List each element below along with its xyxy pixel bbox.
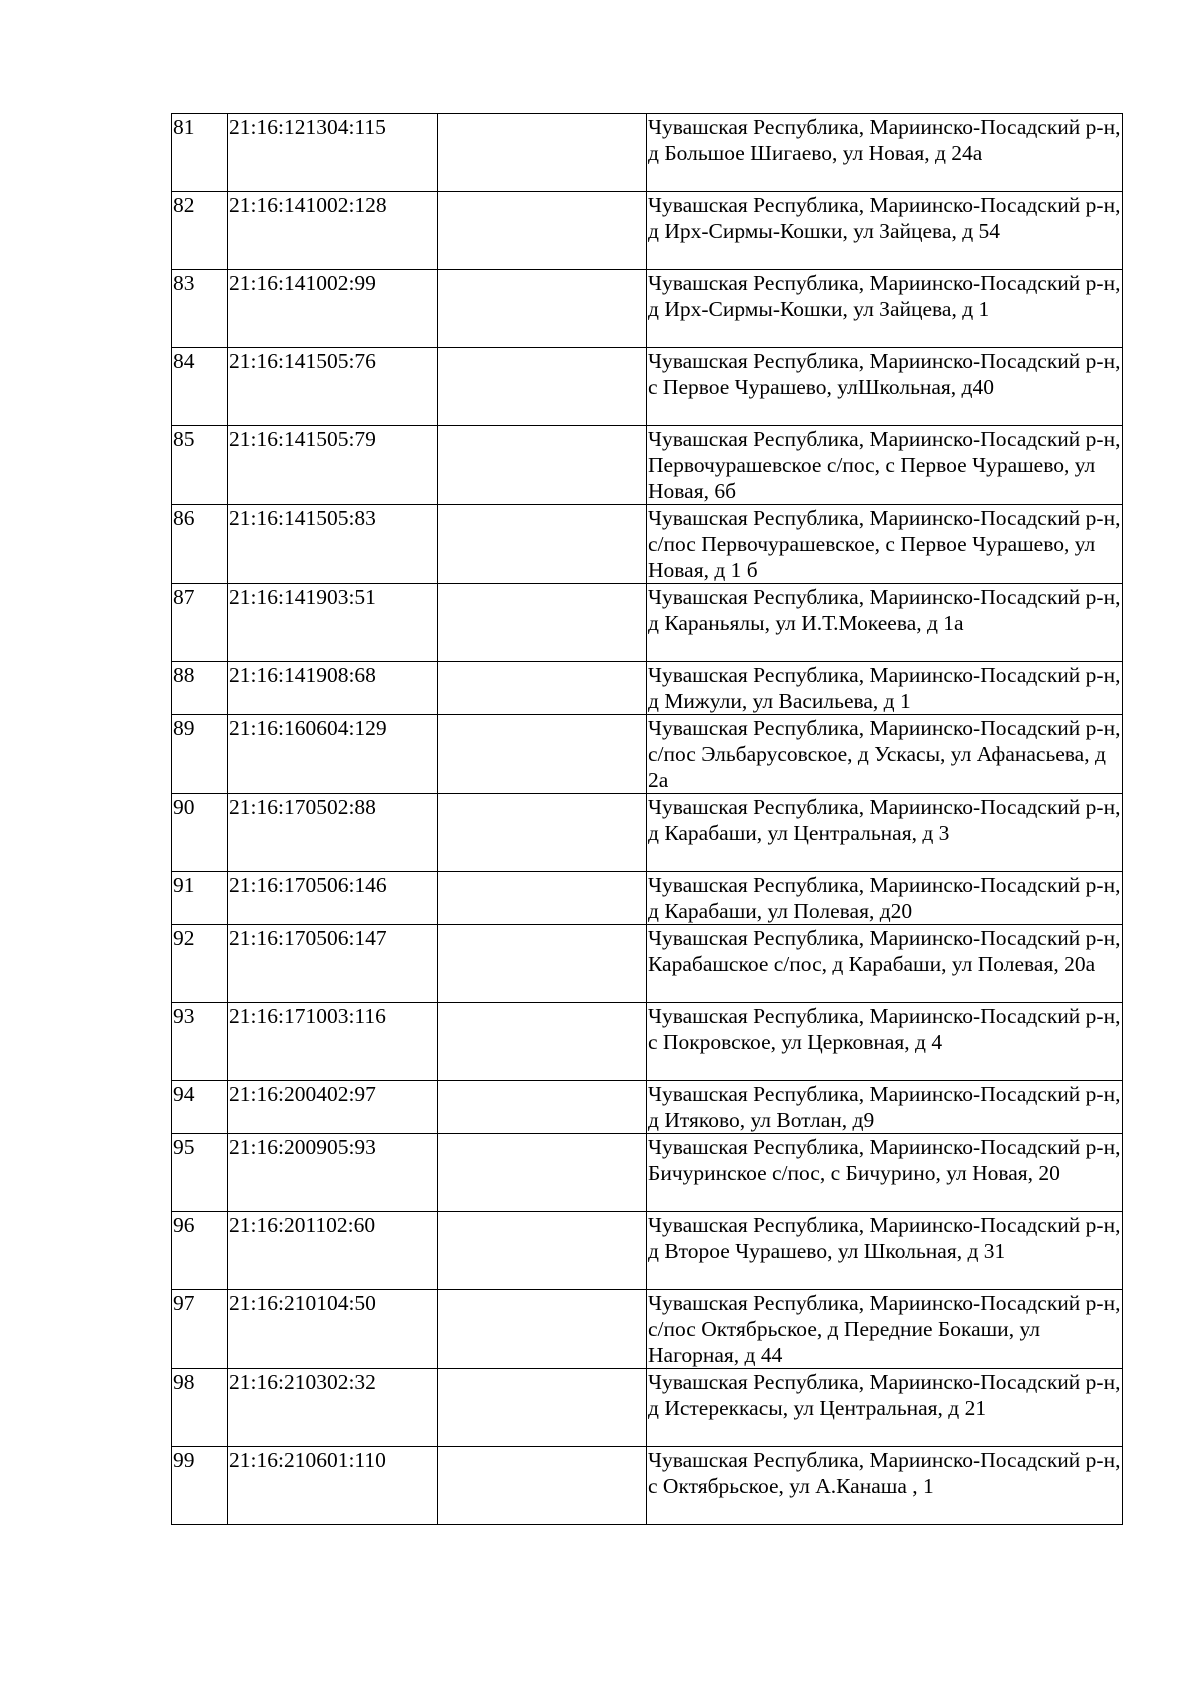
empty-cell (438, 192, 647, 270)
empty-cell (438, 662, 647, 715)
row-number: 93 (172, 1003, 228, 1081)
cadastral-number: 21:16:160604:129 (228, 715, 438, 794)
empty-cell (438, 1369, 647, 1447)
cadastral-number: 21:16:141002:99 (228, 270, 438, 348)
row-number: 87 (172, 584, 228, 662)
table-row (172, 872, 1123, 925)
row-number: 81 (172, 114, 228, 192)
address: Чувашская Республика, Мариинско-Посадский р-н, д Карабаши, ул Полевая, д20 (647, 872, 1123, 925)
empty-cell (438, 715, 647, 794)
table-row (172, 1134, 1123, 1212)
table-row (172, 1212, 1123, 1290)
empty-cell (438, 872, 647, 925)
row-number: 88 (172, 662, 228, 715)
address: Чувашская Республика, Мариинско-Посадский р-н, д Ирх-Сирмы-Кошки, ул Зайцева, д 1 (647, 270, 1123, 348)
table-row (172, 662, 1123, 715)
cadastral-number: 21:16:141505:83 (228, 505, 438, 584)
address: Чувашская Республика, Мариинско-Посадский р-н, Карабашское с/пос, д Карабаши, ул Полевая, 20а (647, 925, 1123, 1003)
row-number: 82 (172, 192, 228, 270)
row-number: 83 (172, 270, 228, 348)
table-row (172, 1290, 1123, 1369)
cadastral-number: 21:16:141505:76 (228, 348, 438, 426)
cadastral-number: 21:16:141002:128 (228, 192, 438, 270)
cadastral-number: 21:16:200905:93 (228, 1134, 438, 1212)
table-row (172, 114, 1123, 192)
table-row (172, 270, 1123, 348)
row-number: 98 (172, 1369, 228, 1447)
address: Чувашская Республика, Мариинско-Посадский р-н, с/пос Первочурашевское, с Первое Чурашево, ул Новая, д 1 б (647, 505, 1123, 584)
address: Чувашская Республика, Мариинско-Посадский р-н, с Октябрьское, ул А.Канаша , 1 (647, 1447, 1123, 1525)
table-row (172, 584, 1123, 662)
cadastral-number: 21:16:141903:51 (228, 584, 438, 662)
table-row (172, 925, 1123, 1003)
table-body (172, 114, 1123, 1525)
address: Чувашская Республика, Мариинско-Посадский р-н, с Первое Чурашево, улШкольная, д40 (647, 348, 1123, 426)
cadastral-number: 21:16:170506:146 (228, 872, 438, 925)
address: Чувашская Республика, Мариинско-Посадский р-н, Первочурашевское с/пос, с Первое Чурашево, ул Новая, 6б (647, 426, 1123, 505)
table-row (172, 192, 1123, 270)
row-number: 97 (172, 1290, 228, 1369)
cadastral-number: 21:16:210601:110 (228, 1447, 438, 1525)
cadastral-number: 21:16:170502:88 (228, 794, 438, 872)
table-row (172, 1447, 1123, 1525)
address: Чувашская Республика, Мариинско-Посадский р-н, д Итяково, ул Вотлан, д9 (647, 1081, 1123, 1134)
empty-cell (438, 348, 647, 426)
address: Чувашская Республика, Мариинско-Посадский р-н, с/пос Октябрьское, д Передние Бокаши, ул Нагорная, д 44 (647, 1290, 1123, 1369)
row-number: 92 (172, 925, 228, 1003)
empty-cell (438, 925, 647, 1003)
address: Чувашская Республика, Мариинско-Посадский р-н, Бичуринское с/пос, с Бичурино, ул Новая, 20 (647, 1134, 1123, 1212)
empty-cell (438, 270, 647, 348)
row-number: 96 (172, 1212, 228, 1290)
cadastral-number: 21:16:200402:97 (228, 1081, 438, 1134)
address: Чувашская Республика, Мариинско-Посадский р-н, с Покровское, ул Церковная, д 4 (647, 1003, 1123, 1081)
row-number: 85 (172, 426, 228, 505)
table-row (172, 348, 1123, 426)
cadastral-number: 21:16:201102:60 (228, 1212, 438, 1290)
cadastral-number: 21:16:141908:68 (228, 662, 438, 715)
row-number: 94 (172, 1081, 228, 1134)
cadastral-number: 21:16:121304:115 (228, 114, 438, 192)
row-number: 84 (172, 348, 228, 426)
empty-cell (438, 114, 647, 192)
cadastral-registry-table (171, 113, 1123, 1525)
table-row (172, 1081, 1123, 1134)
table-row (172, 794, 1123, 872)
row-number: 90 (172, 794, 228, 872)
table-row (172, 505, 1123, 584)
empty-cell (438, 1081, 647, 1134)
table-row (172, 1003, 1123, 1081)
cadastral-number: 21:16:210104:50 (228, 1290, 438, 1369)
address: Чувашская Республика, Мариинско-Посадский р-н, д Большое Шигаево, ул Новая, д 24а (647, 114, 1123, 192)
row-number: 91 (172, 872, 228, 925)
empty-cell (438, 1212, 647, 1290)
cadastral-number: 21:16:171003:116 (228, 1003, 438, 1081)
address: Чувашская Республика, Мариинско-Посадский р-н, д Мижули, ул Васильева, д 1 (647, 662, 1123, 715)
empty-cell (438, 584, 647, 662)
empty-cell (438, 505, 647, 584)
row-number: 89 (172, 715, 228, 794)
address: Чувашская Республика, Мариинско-Посадский р-н, д Второе Чурашево, ул Школьная, д 31 (647, 1212, 1123, 1290)
cadastral-number: 21:16:141505:79 (228, 426, 438, 505)
address: Чувашская Республика, Мариинско-Посадский р-н, д Ирх-Сирмы-Кошки, ул Зайцева, д 54 (647, 192, 1123, 270)
empty-cell (438, 426, 647, 505)
row-number: 95 (172, 1134, 228, 1212)
row-number: 86 (172, 505, 228, 584)
empty-cell (438, 1290, 647, 1369)
row-number: 99 (172, 1447, 228, 1525)
cadastral-number: 21:16:170506:147 (228, 925, 438, 1003)
table-row (172, 426, 1123, 505)
empty-cell (438, 1003, 647, 1081)
address: Чувашская Республика, Мариинско-Посадский р-н, с/пос Эльбарусовское, д Ускасы, ул Афанасьева, д 2а (647, 715, 1123, 794)
empty-cell (438, 1134, 647, 1212)
empty-cell (438, 1447, 647, 1525)
table-row (172, 715, 1123, 794)
address: Чувашская Республика, Мариинско-Посадский р-н, д Истереккасы, ул Центральная, д 21 (647, 1369, 1123, 1447)
cadastral-number: 21:16:210302:32 (228, 1369, 438, 1447)
table-row (172, 1369, 1123, 1447)
address: Чувашская Республика, Мариинско-Посадский р-н, д Караньялы, ул И.Т.Мокеева, д 1а (647, 584, 1123, 662)
address: Чувашская Республика, Мариинско-Посадский р-н, д Карабаши, ул Центральная, д 3 (647, 794, 1123, 872)
empty-cell (438, 794, 647, 872)
